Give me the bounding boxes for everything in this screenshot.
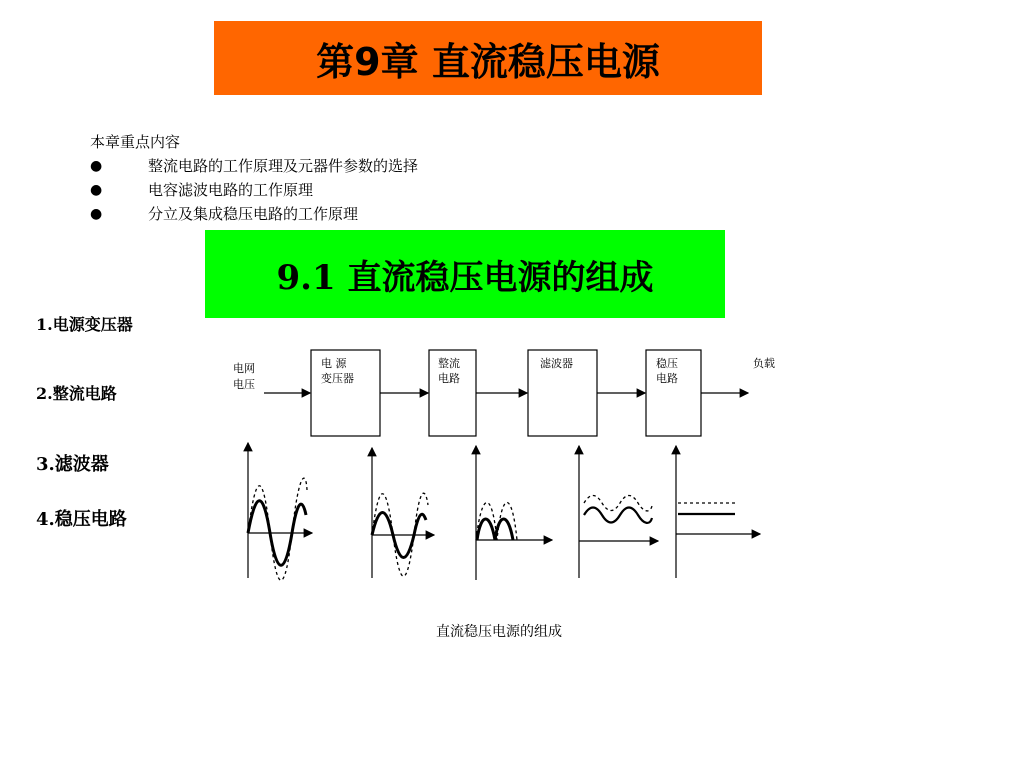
key-point-text: 电容滤波电路的工作原理 [148,181,314,199]
block-label: 整流 [438,357,460,370]
block-label: 滤波器 [540,357,573,370]
key-point-text: 分立及集成稳压电路的工作原理 [148,205,359,223]
component-label: 1.电源变压器 [36,315,133,334]
key-point-text: 整流电路的工作原理及元器件参数的选择 [148,157,419,175]
block-label: 电路 [656,372,678,385]
component-label: 4.稳压电路 [36,509,127,530]
input-label: 电压 [233,378,255,391]
block-label: 电路 [438,372,460,385]
section-title: 9.1 直流稳压电源的组成 [205,230,725,318]
key-points-heading: 本章重点内容 [90,133,181,151]
waveform-rectified [476,446,552,580]
figure-caption: 直流稳压电源的组成 [436,624,562,640]
waveform-filtered [579,446,658,578]
block-label: 电 源 [321,357,347,370]
bullet-icon: ● [90,182,103,198]
bullet-icon: ● [90,158,103,174]
input-label: 电网 [233,362,255,375]
chapter-title: 第9章 直流稳压电源 [214,21,762,95]
component-label: 3.滤波器 [36,454,109,475]
waveform-regulated [676,446,760,578]
waveform-transformer [372,448,434,578]
block-label: 稳压 [656,357,678,370]
bullet-icon: ● [90,206,103,222]
waveform-mains [248,443,312,580]
load-label: 负载 [753,357,775,370]
component-label: 2.整流电路 [36,384,117,403]
block-label: 变压器 [321,372,354,385]
